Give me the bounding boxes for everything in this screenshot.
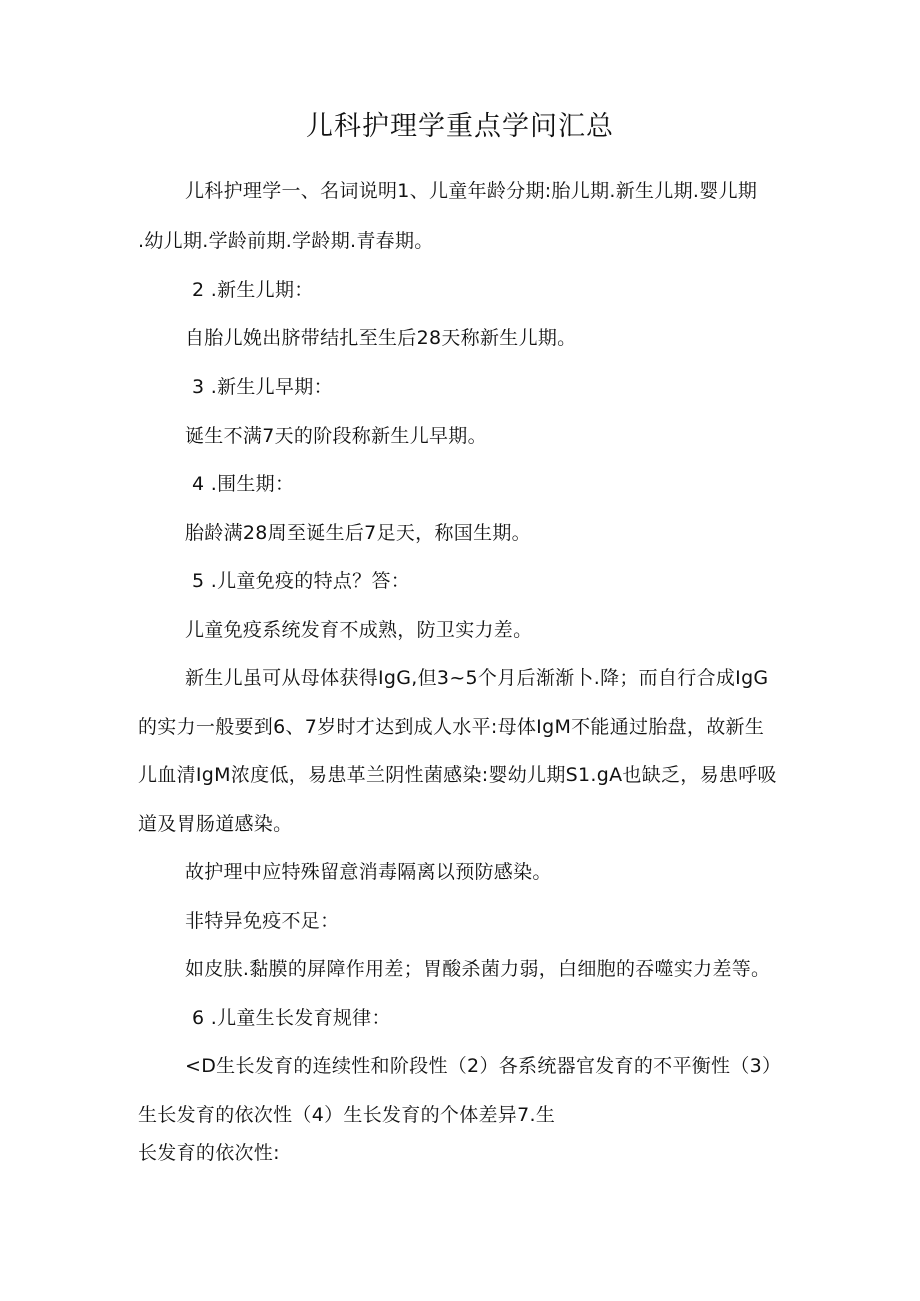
paragraph-line: 儿童免疫系统发育不成熟，防卫实力差。 xyxy=(185,619,533,641)
paragraph-line: <D生长发育的连续性和阶段性（2）各系统器官发育的不平衡性（3） xyxy=(185,1055,782,1077)
paragraph-line: 自胎儿娩出脐带结扎至生后28天称新生儿期。 xyxy=(185,327,577,349)
paragraph-line: 胎龄满28周至诞生后7足天，称国生期。 xyxy=(185,522,531,544)
section-heading: 4 .围生期： xyxy=(192,473,295,495)
paragraph-line: 道及胃肠道感染。 xyxy=(138,813,293,835)
paragraph-line: 儿科护理学一、名词说明1、儿童年龄分期:胎儿期.新生儿期.婴儿期 xyxy=(185,180,758,202)
paragraph-line: 诞生不满7天的阶段称新生儿早期。 xyxy=(185,425,487,447)
section-heading: 2 .新生儿期： xyxy=(192,279,314,301)
document-title: 儿科护理学重点学问汇总 xyxy=(306,111,614,142)
paragraph-line: 长发育的依次性: xyxy=(138,1142,280,1164)
paragraph-line: 的实力一般要到6、7岁时才达到成人水平:母体IgM不能通过胎盘，故新生 xyxy=(138,716,765,738)
section-heading: 6 .儿童生长发育规律： xyxy=(192,1007,391,1029)
paragraph-line: 非特异免疫不足： xyxy=(185,910,340,932)
paragraph-line: 新生儿虽可从母体获得IgG,但3~5个月后渐渐卜.降；而自行合成IgG xyxy=(185,667,769,689)
paragraph-line: 儿血清IgM浓度低，易患革兰阴性菌感染:婴幼儿期S1.gA也缺乏，易患呼吸 xyxy=(138,764,777,786)
paragraph-line: 生长发育的依次性（4）生长发育的个体差异7.生 xyxy=(138,1104,556,1126)
paragraph-line: 故护理中应特殊留意消毒隔离以预防感染。 xyxy=(185,861,552,883)
section-heading: 3 .新生儿早期： xyxy=(192,376,333,398)
section-heading: 5 .儿童免疫的特点？答： xyxy=(192,570,411,592)
paragraph-line: .幼儿期.学龄前期.学龄期.青春期。 xyxy=(138,230,434,252)
paragraph-line: 如皮肤.黏膜的屏障作用差；胃酸杀菌力弱，白细胞的吞噬实力差等。 xyxy=(185,958,771,980)
